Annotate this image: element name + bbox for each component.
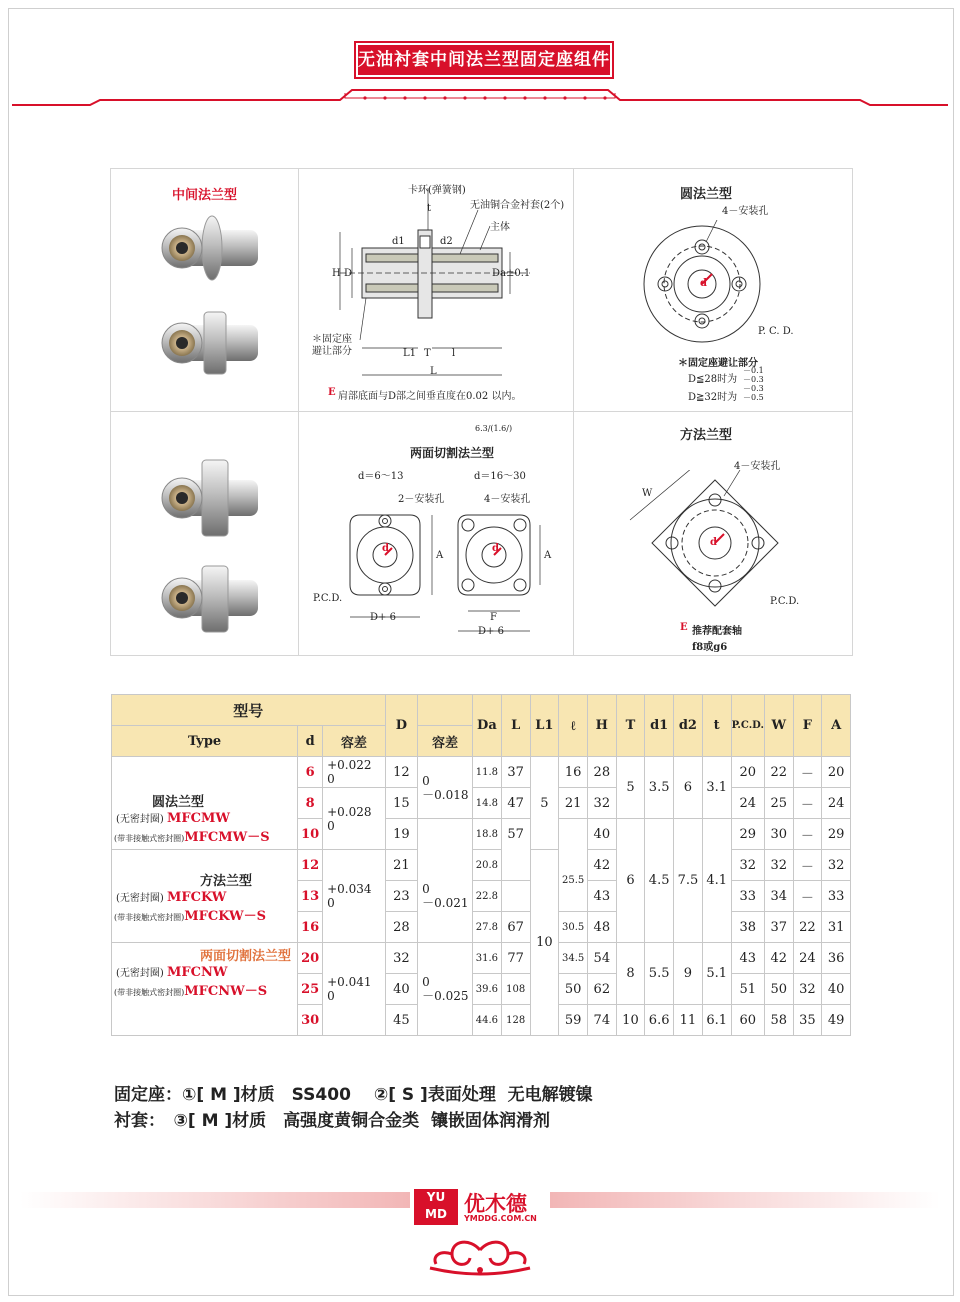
cell-d: 20: [298, 943, 323, 974]
cell-W: 30: [764, 819, 793, 850]
th-A: A: [822, 695, 851, 757]
cut-range1: d＝6～13: [358, 471, 404, 482]
cell-W: 32: [764, 850, 793, 881]
cell-pcd: 32: [731, 850, 764, 881]
th-tol2: 容差: [418, 726, 473, 757]
cell-F: 22: [793, 912, 822, 943]
cell-A: 20: [822, 757, 851, 788]
cell-D: 28: [385, 912, 418, 943]
group-code1: MFCNW: [167, 965, 228, 980]
cell-L: 37: [501, 757, 530, 788]
cell-pcd: 24: [731, 788, 764, 819]
th-Da: Da: [473, 695, 502, 757]
group-seal1: (无密封圈): [116, 968, 164, 979]
cell-D: 32: [385, 943, 418, 974]
cell-L: 67: [501, 912, 530, 943]
label-t: t: [427, 203, 432, 214]
label-H: H: [332, 268, 341, 279]
cell-d1: 4.5: [645, 819, 674, 943]
cell-tol-a: +0.041 0: [323, 943, 386, 1036]
cell-W: 25: [764, 788, 793, 819]
cell-t: 5.1: [702, 943, 731, 1005]
square-title: 方法兰型: [680, 428, 733, 443]
group-name: 两面切割法兰型: [200, 949, 292, 964]
cell-H: 74: [588, 1005, 617, 1036]
cell-d: 13: [298, 881, 323, 912]
cell-F: －: [793, 788, 822, 819]
table-row: [112, 943, 851, 974]
cell-pcd: 20: [731, 757, 764, 788]
cell-d1: 5.5: [645, 943, 674, 1005]
cell-Da: 44.6: [473, 1005, 502, 1036]
round-title: 圆法兰型: [680, 187, 733, 202]
cell-H: 54: [588, 943, 617, 974]
cut-range2: d＝16～30: [474, 471, 526, 482]
cell-d2: 11: [674, 1005, 703, 1036]
cell-l: 34.5: [559, 943, 588, 974]
round-pcd: P. C. D.: [758, 326, 794, 337]
cell-F: －: [793, 881, 822, 912]
cut-F: F: [490, 612, 497, 623]
cell-tol-a: +0.022 0: [323, 757, 386, 788]
square-holes: 4－安装孔: [734, 461, 781, 472]
cell-tol-a: +0.034 0: [323, 850, 386, 943]
cell-t: 4.1: [702, 819, 731, 943]
group-code2: MFCKW－S: [184, 909, 267, 924]
cell-A: 36: [822, 943, 851, 974]
note-line-2: 衬套： ③[ M ]材质 高强度黄铜合金类 镶嵌固体润滑剂: [114, 1111, 551, 1131]
cell-F: 24: [793, 943, 822, 974]
cell-D: 21: [385, 850, 418, 881]
label-l: l: [452, 348, 456, 359]
cell-tol-a: +0.028 0: [323, 788, 386, 850]
label-body: 主体: [490, 222, 510, 233]
round-note2b: D≧32时为: [688, 392, 738, 403]
cell-Da: 14.8: [473, 788, 502, 819]
group-seal2: (带非接触式密封圈): [114, 988, 185, 997]
cell-F: 35: [793, 1005, 822, 1036]
cell-H: 32: [588, 788, 617, 819]
cell-t: 3.1: [702, 757, 731, 819]
label-E1-note: 肩部底面与D部之间垂直度在0.02 以内。: [338, 391, 522, 402]
cut-title: 两面切割法兰型: [410, 446, 495, 460]
cell-L: 128: [501, 1005, 530, 1036]
cell-tol-b: 0 －0.025: [418, 943, 473, 1036]
table-row: [112, 757, 851, 788]
cell-tol-b: 0 －0.018: [418, 757, 473, 819]
cell-pcd: 29: [731, 819, 764, 850]
th-L1: L1: [530, 695, 559, 757]
group-seal1: (无密封圈): [116, 893, 164, 904]
cell-H: 28: [588, 757, 617, 788]
group-seal1: (无密封圈): [116, 814, 164, 825]
cell-W: 58: [764, 1005, 793, 1036]
th-d2: d2: [674, 695, 703, 757]
cell-H: 62: [588, 974, 617, 1005]
cell-A: 33: [822, 881, 851, 912]
th-tol: 容差: [323, 726, 386, 757]
cell-T: 8: [616, 943, 645, 1005]
cell-pcd: 33: [731, 881, 764, 912]
spec-table: [111, 694, 851, 1036]
cell-F: －: [793, 757, 822, 788]
cut-pcd: P.C.D.: [313, 593, 343, 604]
cell-Da: 18.8: [473, 819, 502, 850]
brand-logo: [414, 1189, 458, 1225]
th-l: ℓ: [559, 695, 588, 757]
cell-d: 8: [298, 788, 323, 819]
th-pcd: P.C.D.: [731, 695, 764, 757]
round-tol-a: －0.1 －0.3: [743, 366, 764, 384]
th-t: t: [702, 695, 731, 757]
cell-D: 12: [385, 757, 418, 788]
square-pcd: P.C.D.: [770, 596, 800, 607]
cell-d1: 6.6: [645, 1005, 674, 1036]
cell-l: 50: [559, 974, 588, 1005]
group-code2: MFCNW－S: [184, 984, 268, 999]
round-holes: 4－安装孔: [722, 206, 769, 217]
square-W: W: [642, 488, 653, 499]
cut-D6-left: D+ 6: [370, 612, 396, 623]
cell-l: 30.5: [559, 912, 588, 943]
cell-pcd: 51: [731, 974, 764, 1005]
cell1-title: 中间法兰型: [172, 188, 238, 203]
cell-W: 50: [764, 974, 793, 1005]
cell-d: 25: [298, 974, 323, 1005]
cell-d: 16: [298, 912, 323, 943]
group-code2: MFCMW－S: [184, 830, 270, 845]
cut-A-left: A: [436, 550, 444, 561]
material-notes: [114, 1082, 593, 1134]
cell-Da: 39.6: [473, 974, 502, 1005]
round-note1: ＊固定座避让部分: [678, 358, 758, 369]
cell-l: 21: [559, 788, 588, 819]
cell-W: 34: [764, 881, 793, 912]
cell-D: 15: [385, 788, 418, 819]
type-group-square: [112, 850, 298, 943]
cut-d-left: d: [382, 543, 389, 554]
th-L: L: [501, 695, 530, 757]
cell-D: 23: [385, 881, 418, 912]
label-bush: 无油铜合金衬套(2个): [470, 200, 565, 211]
cell-Da: 22.8: [473, 881, 502, 912]
cell-F: －: [793, 819, 822, 850]
cell-d2: 9: [674, 943, 703, 1005]
cut-holes2: 2－安装孔: [398, 494, 445, 505]
brand-name: 优木德: [464, 1192, 527, 1216]
cell-pcd: 38: [731, 912, 764, 943]
th-model: 型号: [112, 695, 386, 726]
round-d: d: [700, 278, 707, 289]
cell-d2: 7.5: [674, 819, 703, 943]
group-seal2: (带非接触式密封圈): [114, 913, 185, 922]
label-D: D: [344, 268, 353, 279]
cell-F: 32: [793, 974, 822, 1005]
logo-top-text: YU: [426, 1190, 446, 1204]
th-F: F: [793, 695, 822, 757]
label-clip: 卡环(弹簧钢): [408, 185, 466, 196]
cell-Da: 27.8: [473, 912, 502, 943]
product-photo-top: [140, 200, 280, 390]
cut-roughness: 6.3/(1.6/): [475, 424, 513, 433]
cell-W: 22: [764, 757, 793, 788]
cell-d: 12: [298, 850, 323, 881]
group-code1: MFCKW: [167, 890, 227, 905]
label-Da: Da±0.1: [492, 268, 531, 279]
cut-d-right: d: [492, 543, 499, 554]
cell-Da: 31.6: [473, 943, 502, 974]
th-W: W: [764, 695, 793, 757]
cell-T: 5: [616, 757, 645, 819]
cell-A: 24: [822, 788, 851, 819]
cell-D: 45: [385, 1005, 418, 1036]
cell-H: 40: [588, 819, 617, 850]
th-type: Type: [112, 726, 298, 757]
cell-t: 6.1: [702, 1005, 731, 1036]
square-E-note: 推荐配套轴: [692, 626, 742, 637]
cell-A: 49: [822, 1005, 851, 1036]
th-d: d: [298, 726, 323, 757]
label-T: T: [424, 348, 431, 359]
cell-A: 29: [822, 819, 851, 850]
cut-A-right: A: [544, 550, 552, 561]
logo-bottom-text: MD: [425, 1207, 447, 1221]
cell-H: 42: [588, 850, 617, 881]
square-E: E: [680, 622, 688, 633]
cell-T: 6: [616, 819, 645, 943]
cell-A: 40: [822, 974, 851, 1005]
cell-H: 43: [588, 881, 617, 912]
cell-d: 30: [298, 1005, 323, 1036]
th-D: D: [385, 695, 418, 757]
cell-d2: 6: [674, 757, 703, 819]
cut-holes4: 4－安装孔: [484, 494, 531, 505]
square-d: d: [710, 537, 717, 548]
cell-L1: 5: [530, 757, 559, 850]
cell-D: 40: [385, 974, 418, 1005]
type-group-cut: [112, 943, 298, 1036]
cell-W: 42: [764, 943, 793, 974]
cell-L: 57: [501, 819, 530, 881]
cell-Da: 20.8: [473, 850, 502, 881]
cell-L: 108: [501, 974, 530, 1005]
label-L: L: [430, 366, 437, 377]
cell-W: 37: [764, 912, 793, 943]
group-code1: MFCMW: [167, 811, 230, 826]
square-shaft: f8或g6: [692, 642, 728, 653]
cut-D6-right: D+ 6: [478, 626, 504, 637]
cell-D: 19: [385, 819, 418, 850]
cell-pcd: 60: [731, 1005, 764, 1036]
cell-l: 59: [559, 1005, 588, 1036]
cell-H: 48: [588, 912, 617, 943]
cell-l: 16: [559, 757, 588, 788]
round-tol-b: －0.3 －0.5: [743, 384, 764, 402]
cell-pcd: 43: [731, 943, 764, 974]
page-title: 无油衬套中间法兰型固定座组件: [356, 43, 612, 77]
cell-l: 25.5: [559, 850, 588, 912]
th-T: T: [616, 695, 645, 757]
group-name: 圆法兰型: [152, 795, 205, 810]
label-d2: d2: [440, 236, 453, 247]
label-E1: E: [328, 387, 336, 398]
cell-tol-b: 0 －0.021: [418, 850, 473, 943]
cell-L1: 10: [530, 850, 559, 1036]
round-note2a: D≦28时为: [688, 374, 738, 385]
type-group-round: [112, 757, 298, 850]
th-H: H: [588, 695, 617, 757]
cell-A: 31: [822, 912, 851, 943]
cell-L: 47: [501, 788, 530, 819]
group-name: 方法兰型: [200, 874, 253, 889]
cell-A: 32: [822, 850, 851, 881]
cell-d: 6: [298, 757, 323, 788]
label-d1: d1: [392, 236, 405, 247]
label-L1: L1: [403, 348, 417, 359]
cell-Da: 11.8: [473, 757, 502, 788]
group-seal2: (带非接触式密封圈): [114, 834, 185, 843]
table-row: [112, 850, 851, 881]
note-line-1: 固定座：①[ M ]材质 SS400 ②[ S ]表面处理 无电解镀镍: [114, 1085, 593, 1105]
cell-T: 10: [616, 1005, 645, 1036]
label-relief: ＊固定座 避让部分: [312, 334, 352, 357]
product-photo-bottom: [140, 440, 280, 640]
cell-d: 10: [298, 819, 323, 850]
cell-F: －: [793, 850, 822, 881]
cell-d1: 3.5: [645, 757, 674, 819]
brand-url: YMDDG.COM.CN: [464, 1214, 537, 1223]
cell-L: 77: [501, 943, 530, 974]
th-d1: d1: [645, 695, 674, 757]
